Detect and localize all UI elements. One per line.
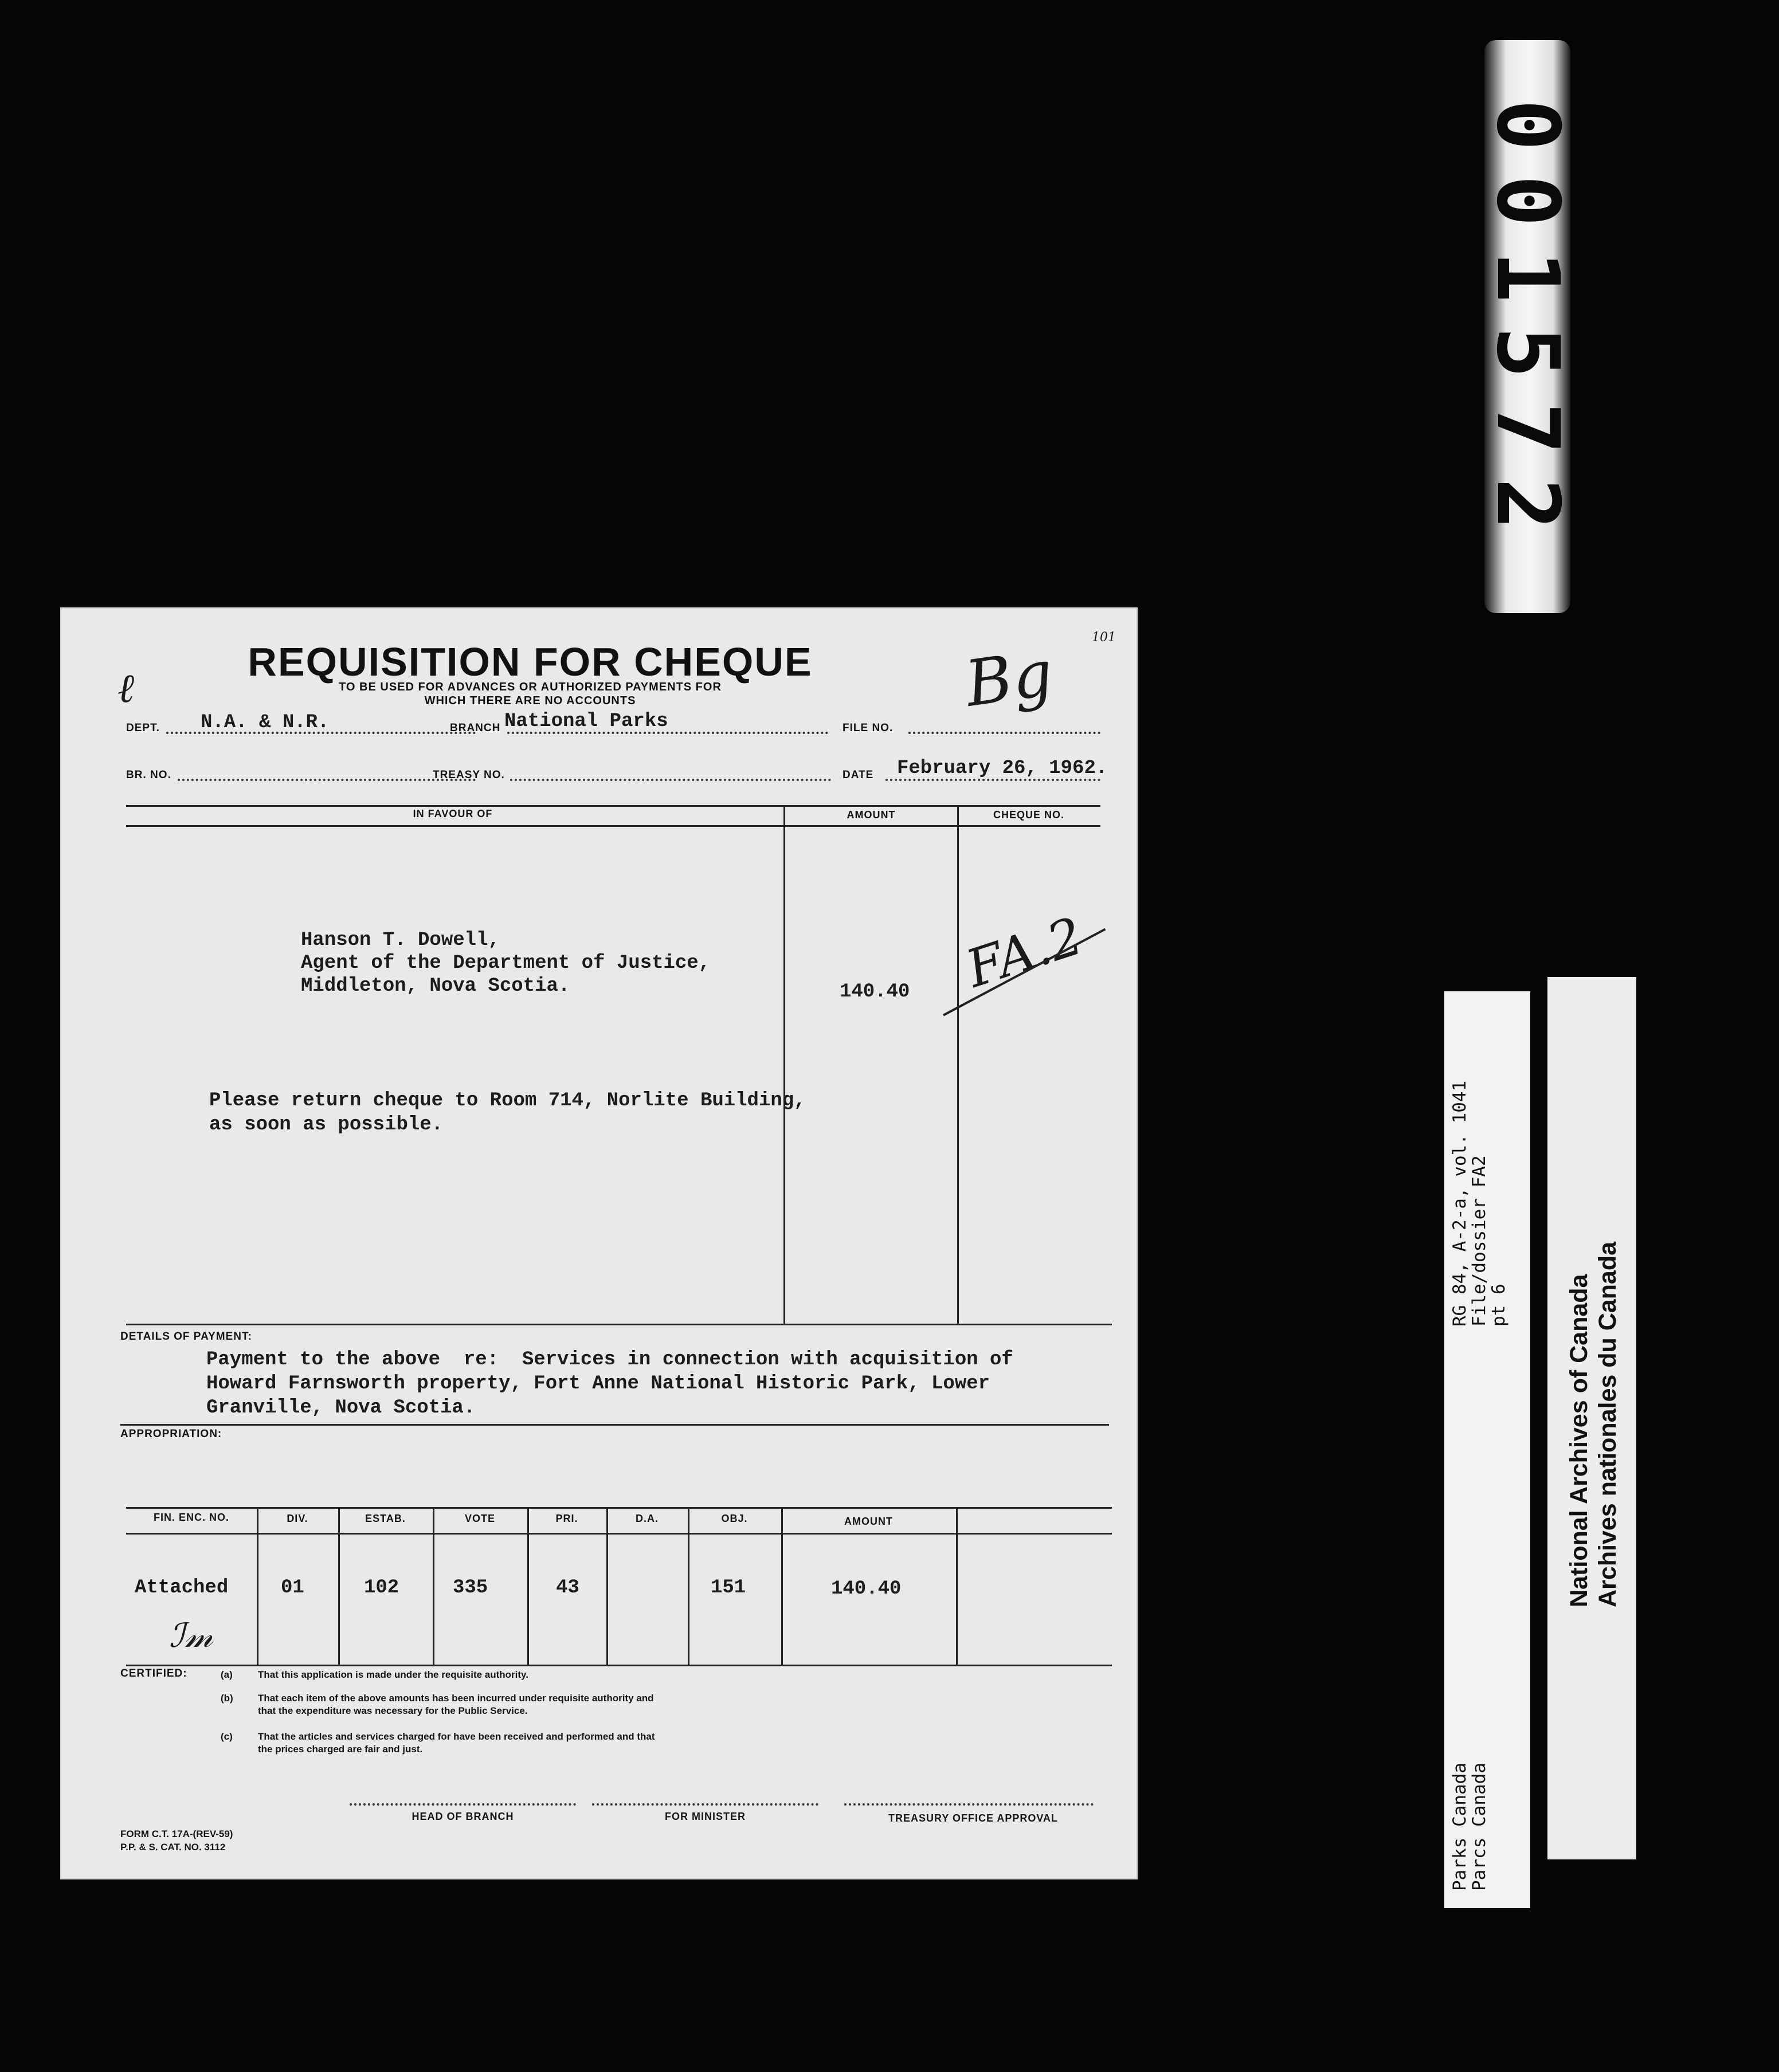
- certified-b-key: (b): [221, 1693, 233, 1704]
- certified-b-text-2: that the expenditure was necessary for the Public Service.: [258, 1705, 528, 1716]
- grid-col-divider: [781, 1507, 783, 1665]
- grid-col-divider: [338, 1507, 340, 1665]
- table-top-rule: [126, 805, 1100, 807]
- certified-c-key: (c): [221, 1731, 233, 1742]
- grid-col-divider: [527, 1507, 529, 1665]
- handwritten-file-annotation: FA.2: [959, 905, 1090, 1000]
- grid-header-estab: ESTAB.: [365, 1513, 406, 1524]
- for-minister-line: [592, 1803, 818, 1806]
- grid-col-divider: [433, 1507, 434, 1665]
- file-no-label: FILE NO.: [843, 722, 894, 734]
- grid-header-obj: OBJ.: [721, 1513, 748, 1524]
- date-value: February 26, 1962.: [897, 758, 1108, 779]
- payee-line-3: Middleton, Nova Scotia.: [301, 975, 570, 997]
- certified-label: CERTIFIED:: [120, 1667, 187, 1679]
- certified-a-key: (a): [221, 1669, 233, 1680]
- grid-cell-pri: 43: [556, 1577, 579, 1599]
- grid-header-pri: PRI.: [555, 1513, 578, 1524]
- details-line-1: Payment to the above re: Services in connection with acquisition of: [206, 1349, 1013, 1371]
- grid-cell-estab: 102: [364, 1577, 399, 1599]
- treasy-no-line: [510, 779, 831, 781]
- branch-label: BRANCH: [450, 722, 501, 734]
- grid-header-da: D.A.: [636, 1513, 659, 1524]
- grid-col-divider: [257, 1507, 258, 1665]
- table-bottom-rule: [126, 1324, 1112, 1325]
- grid-col-divider: [956, 1507, 958, 1665]
- national-archives-fr: Archives nationales du Canada: [1594, 1241, 1621, 1607]
- parks-canada-en: Parks Canada: [1449, 1763, 1470, 1891]
- form-subtitle-2: WHICH THERE ARE NO ACCOUNTS: [424, 694, 636, 707]
- cheque-col-divider: [957, 805, 959, 1324]
- requisition-form: [60, 607, 1138, 1879]
- appropriation-label: APPROPRIATION:: [120, 1428, 222, 1440]
- grid-header-vote: VOTE: [464, 1513, 495, 1524]
- details-line-2: Howard Farnsworth property, Fort Anne National Historic Park, Lower: [206, 1373, 990, 1395]
- national-archives-label: [1547, 977, 1636, 1859]
- details-line-3: Granville, Nova Scotia.: [206, 1397, 476, 1419]
- archive-ref-line-3: pt 6: [1488, 1284, 1509, 1327]
- appropriation-rule: [120, 1424, 1109, 1426]
- payee-line-2: Agent of the Department of Justice,: [301, 952, 711, 974]
- in-favour-of-header: IN FAVOUR OF: [413, 808, 493, 819]
- frame-number-strip: [1478, 40, 1577, 613]
- certified-a-text: That this application is made under the requisite authority.: [258, 1669, 528, 1680]
- amount-header: AMOUNT: [847, 809, 896, 821]
- dept-label: DEPT.: [126, 722, 160, 734]
- amount-col-divider: [783, 805, 785, 1324]
- amount-value: 140.40: [840, 981, 910, 1003]
- head-of-branch-line: [350, 1803, 576, 1806]
- handwritten-initials: Bg: [961, 636, 1057, 721]
- file-no-line: [908, 732, 1100, 734]
- grid-cell-div: 01: [281, 1577, 304, 1599]
- payee-line-1: Hanson T. Dowell,: [301, 929, 500, 951]
- national-archives-en: National Archives of Canada: [1565, 1274, 1593, 1607]
- handwritten-initials-grid: ℐ𝓂: [169, 1616, 213, 1655]
- archive-reference-label: [1444, 991, 1530, 1908]
- details-label: DETAILS OF PAYMENT:: [120, 1331, 252, 1343]
- form-title: REQUISITION FOR CHEQUE: [248, 639, 813, 684]
- grid-bottom-rule: [126, 1665, 1112, 1666]
- grid-cell-vote: 335: [453, 1577, 488, 1599]
- national-archives-label-inner: [1547, 977, 1636, 1859]
- handwritten-corner-number: 101: [1092, 630, 1116, 645]
- grid-col-divider: [606, 1507, 608, 1665]
- grid-cell-amount: 140.40: [831, 1578, 902, 1600]
- treasury-approval-line: [844, 1803, 1094, 1806]
- cheque-no-header: CHEQUE NO.: [993, 809, 1064, 821]
- handwritten-mark: ℓ: [117, 665, 135, 712]
- branch-value: National Parks: [504, 711, 668, 732]
- note-line-2: as soon as possible.: [209, 1114, 444, 1136]
- grid-header-fin-enc-no: FIN. ENC. NO.: [153, 1512, 229, 1523]
- form-code-line-2: P.P. & S. CAT. NO. 3112: [120, 1842, 226, 1853]
- for-minister-label: FOR MINISTER: [665, 1811, 746, 1822]
- br-no-label: BR. NO.: [126, 769, 171, 781]
- table-header-rule: [126, 825, 1100, 827]
- archive-reference-label-inner: [1444, 991, 1530, 1908]
- grid-col-divider: [688, 1507, 689, 1665]
- dept-value: N.A. & N.R.: [201, 712, 330, 733]
- grid-header-div: DIV.: [287, 1513, 308, 1524]
- frame-number: 001572: [1478, 99, 1577, 554]
- head-of-branch-label: HEAD OF BRANCH: [412, 1811, 514, 1822]
- grid-header-rule: [126, 1533, 1112, 1535]
- grid-top-rule: [126, 1507, 1112, 1509]
- treasy-no-label: TREASY NO.: [433, 769, 505, 781]
- parks-canada-fr: Parcs Canada: [1469, 1763, 1490, 1891]
- date-label: DATE: [843, 769, 874, 781]
- form-code-line-1: FORM C.T. 17A-(REV-59): [120, 1828, 233, 1839]
- form-subtitle-1: TO BE USED FOR ADVANCES OR AUTHORIZED PAYMENTS FOR: [339, 681, 722, 693]
- br-no-line: [178, 779, 476, 781]
- archive-ref-line-1: RG 84, A-2-a, vol. 1041: [1449, 1080, 1470, 1327]
- note-line-1: Please return cheque to Room 714, Norlite Building,: [209, 1090, 806, 1112]
- grid-cell-obj: 151: [711, 1577, 746, 1599]
- certified-c-text-2: the prices charged are fair and just.: [258, 1744, 423, 1755]
- grid-header-amount: AMOUNT: [844, 1516, 893, 1527]
- grid-cell-fin-enc-no: Attached: [135, 1577, 229, 1599]
- certified-c-text: That the articles and services charged for have been received and performed and that: [258, 1731, 655, 1742]
- treasury-approval-label: TREASURY OFFICE APPROVAL: [888, 1812, 1059, 1824]
- certified-b-text: That each item of the above amounts has been incurred under requisite authority and: [258, 1693, 654, 1704]
- archive-ref-line-2: File/dossier FA2: [1469, 1155, 1490, 1327]
